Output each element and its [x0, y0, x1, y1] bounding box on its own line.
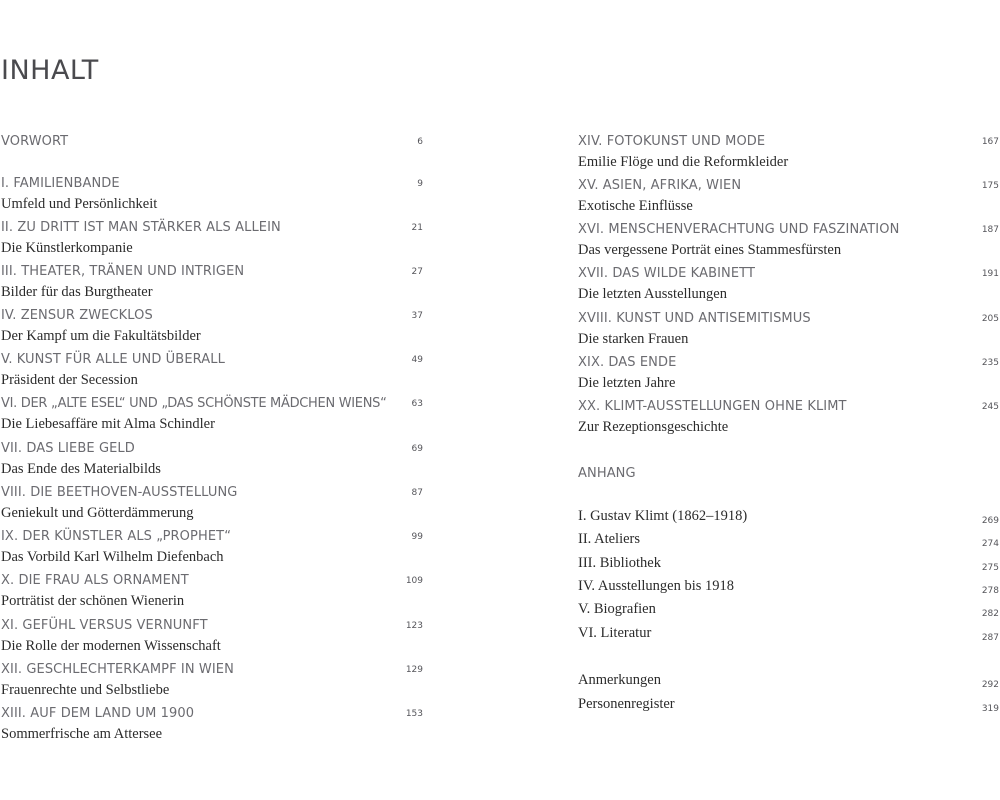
toc-entry[interactable] [1, 220, 423, 257]
toc-entry-page: 245 [981, 402, 999, 412]
toc-entry-page: 205 [981, 314, 999, 324]
appendix-heading: ANHANG [578, 466, 636, 481]
appendix-item-page: 274 [981, 539, 999, 549]
toc-entry-subtitle: Geniekult und Götterdämmerung [1, 505, 194, 521]
appendix-item-label: I. Gustav Klimt (1862–1918) [578, 508, 748, 524]
toc-entry-heading: XVII. DAS WILDE KABINETT [578, 266, 756, 281]
toc-entry-page: 153 [405, 709, 423, 719]
toc-entry-subtitle: Bilder für das Burgtheater [1, 284, 153, 300]
toc-entry[interactable] [1, 485, 423, 522]
end-item-page: 292 [981, 680, 999, 690]
toc-entry-subtitle: Frauenrechte und Selbstliebe [1, 682, 170, 698]
toc-entry-heading: V. KUNST FÜR ALLE UND ÜBERALL [1, 352, 225, 367]
toc-entry-heading: XV. ASIEN, AFRIKA, WIEN [578, 178, 742, 193]
toc-entry-page: 37 [411, 311, 423, 321]
appendix-item-page: 275 [981, 563, 999, 573]
toc-entry-heading: XVIII. KUNST UND ANTISEMITISMUS [578, 311, 811, 326]
end-item-label: Personenregister [578, 696, 675, 712]
toc-entry-page: 69 [411, 444, 423, 454]
toc-entry-heading: XIII. AUF DEM LAND UM 1900 [1, 706, 195, 721]
toc-entry-heading: VIII. DIE BEETHOVEN-AUSSTELLUNG [1, 485, 238, 500]
toc-entry-page: 49 [411, 355, 423, 365]
toc-entry-page: 109 [405, 576, 423, 586]
toc-entry[interactable] [1, 308, 423, 345]
toc-entry-page: 175 [981, 181, 999, 191]
page-title: INHALT [1, 55, 99, 86]
appendix-item-label: IV. Ausstellungen bis 1918 [578, 578, 735, 594]
toc-entry-page: 6 [417, 137, 423, 147]
toc-entry-page: 99 [411, 532, 423, 542]
toc-entry-subtitle: Porträtist der schönen Wienerin [1, 593, 185, 609]
toc-entry[interactable] [1, 618, 423, 655]
end-item-label: Anmerkungen [578, 672, 661, 688]
toc-entry-heading: III. THEATER, TRÄNEN UND INTRIGEN [1, 264, 245, 279]
toc-entry-heading: II. ZU DRITT IST MAN STÄRKER ALS ALLEIN [1, 220, 281, 235]
toc-entry-page: 191 [981, 269, 999, 279]
toc-entry-subtitle: Der Kampf um die Fakultätsbilder [1, 328, 201, 344]
end-item[interactable] [578, 695, 999, 713]
toc-entry[interactable] [1, 662, 423, 699]
appendix-item[interactable] [578, 600, 999, 618]
toc-entry[interactable] [1, 396, 423, 433]
end-item-page: 319 [981, 704, 999, 714]
toc-entry-subtitle: Das Vorbild Karl Wilhelm Diefenbach [1, 549, 224, 565]
toc-entry-subtitle: Die Künstlerkompanie [1, 240, 133, 256]
appendix-item-page: 282 [981, 609, 999, 619]
appendix-item-page: 287 [981, 633, 999, 643]
toc-entry-page: 167 [981, 137, 999, 147]
appendix-item-label: V. Biografien [578, 601, 656, 617]
toc-entry[interactable] [578, 134, 999, 171]
toc-entry-subtitle: Die Liebesaffäre mit Alma Schindler [1, 416, 215, 432]
toc-entry-subtitle: Die starken Frauen [578, 331, 689, 347]
toc-entry[interactable] [1, 264, 423, 301]
toc-entry-heading: XVI. MENSCHENVERACHTUNG UND FASZINATION [578, 222, 900, 237]
toc-entry[interactable] [1, 706, 423, 743]
toc-entry-subtitle: Emilie Flöge und die Reformkleider [578, 154, 789, 170]
toc-entry[interactable] [1, 176, 423, 213]
toc-entry-heading: VI. DER „ALTE ESEL“ UND „DAS SCHÖNSTE MÄDCHEN WIENS“ [1, 396, 387, 411]
appendix-item[interactable] [578, 577, 999, 595]
appendix-item-page: 278 [981, 586, 999, 596]
toc-entry-heading: XII. GESCHLECHTERKAMPF IN WIEN [1, 662, 234, 677]
toc-entry[interactable] [578, 266, 999, 303]
toc-entry-page: 21 [411, 223, 423, 233]
toc-entry[interactable] [578, 222, 999, 259]
toc-entry-subtitle: Sommerfrische am Attersee [1, 726, 163, 742]
toc-entry[interactable] [1, 352, 423, 389]
toc-entry[interactable] [578, 311, 999, 348]
toc-entry-page: 9 [417, 179, 423, 189]
appendix-item[interactable] [578, 530, 999, 548]
appendix-item-label: VI. Literatur [578, 625, 652, 641]
toc-entry-subtitle: Exotische Einflüsse [578, 198, 693, 214]
toc-entry[interactable] [578, 399, 999, 436]
toc-entry[interactable] [1, 134, 423, 150]
toc-entry-heading: XX. KLIMT-AUSSTELLUNGEN OHNE KLIMT [578, 399, 847, 414]
toc-entry-page: 129 [405, 665, 423, 675]
toc-entry-heading: I. FAMILIENBANDE [1, 176, 120, 191]
toc-entry-subtitle: Präsident der Secession [1, 372, 138, 388]
toc-entry-heading: XIV. FOTOKUNST UND MODE [578, 134, 766, 149]
toc-entry-subtitle: Die Rolle der modernen Wissenschaft [1, 638, 221, 654]
appendix-item[interactable] [578, 624, 999, 642]
toc-entry-subtitle: Die letzten Jahre [578, 375, 676, 391]
appendix-item-page: 269 [981, 516, 999, 526]
appendix-item-label: II. Ateliers [578, 531, 641, 547]
toc-entry-subtitle: Die letzten Ausstellungen [578, 286, 727, 302]
toc-entry-subtitle: Das Ende des Materialbilds [1, 461, 161, 477]
toc-entry-page: 27 [411, 267, 423, 277]
toc-entry-page: 235 [981, 358, 999, 368]
toc-entry[interactable] [1, 529, 423, 566]
toc-entry-page: 187 [981, 225, 999, 235]
appendix-item[interactable] [578, 554, 999, 572]
toc-entry[interactable] [1, 573, 423, 610]
toc-entry[interactable] [578, 355, 999, 392]
appendix-item[interactable] [578, 507, 999, 525]
toc-entry[interactable] [578, 178, 999, 215]
toc-entry-heading: XIX. DAS ENDE [578, 355, 677, 370]
toc-entry-subtitle: Umfeld und Persönlichkeit [1, 196, 158, 212]
toc-entry-heading: VII. DAS LIEBE GELD [1, 441, 135, 456]
toc-entry[interactable] [1, 441, 423, 478]
toc-entry-heading: X. DIE FRAU ALS ORNAMENT [1, 573, 189, 588]
toc-entry-subtitle: Das vergessene Porträt eines Stammesfürsten [578, 242, 842, 258]
toc-entry-heading: VORWORT [1, 134, 69, 149]
toc-entry-heading: IX. DER KÜNSTLER ALS „PROPHET“ [1, 529, 232, 544]
toc-entry-page: 87 [411, 488, 423, 498]
appendix-item-label: III. Bibliothek [578, 555, 661, 571]
appendix-heading-row [578, 466, 999, 482]
toc-entry-heading: XI. GEFÜHL VERSUS VERNUNFT [1, 618, 208, 633]
toc-entry-page: 123 [405, 621, 423, 631]
end-item[interactable] [578, 671, 999, 689]
toc-entry-subtitle: Zur Rezeptionsgeschichte [578, 419, 729, 435]
toc-entry-heading: IV. ZENSUR ZWECKLOS [1, 308, 153, 323]
toc-entry-page: 63 [411, 399, 423, 409]
